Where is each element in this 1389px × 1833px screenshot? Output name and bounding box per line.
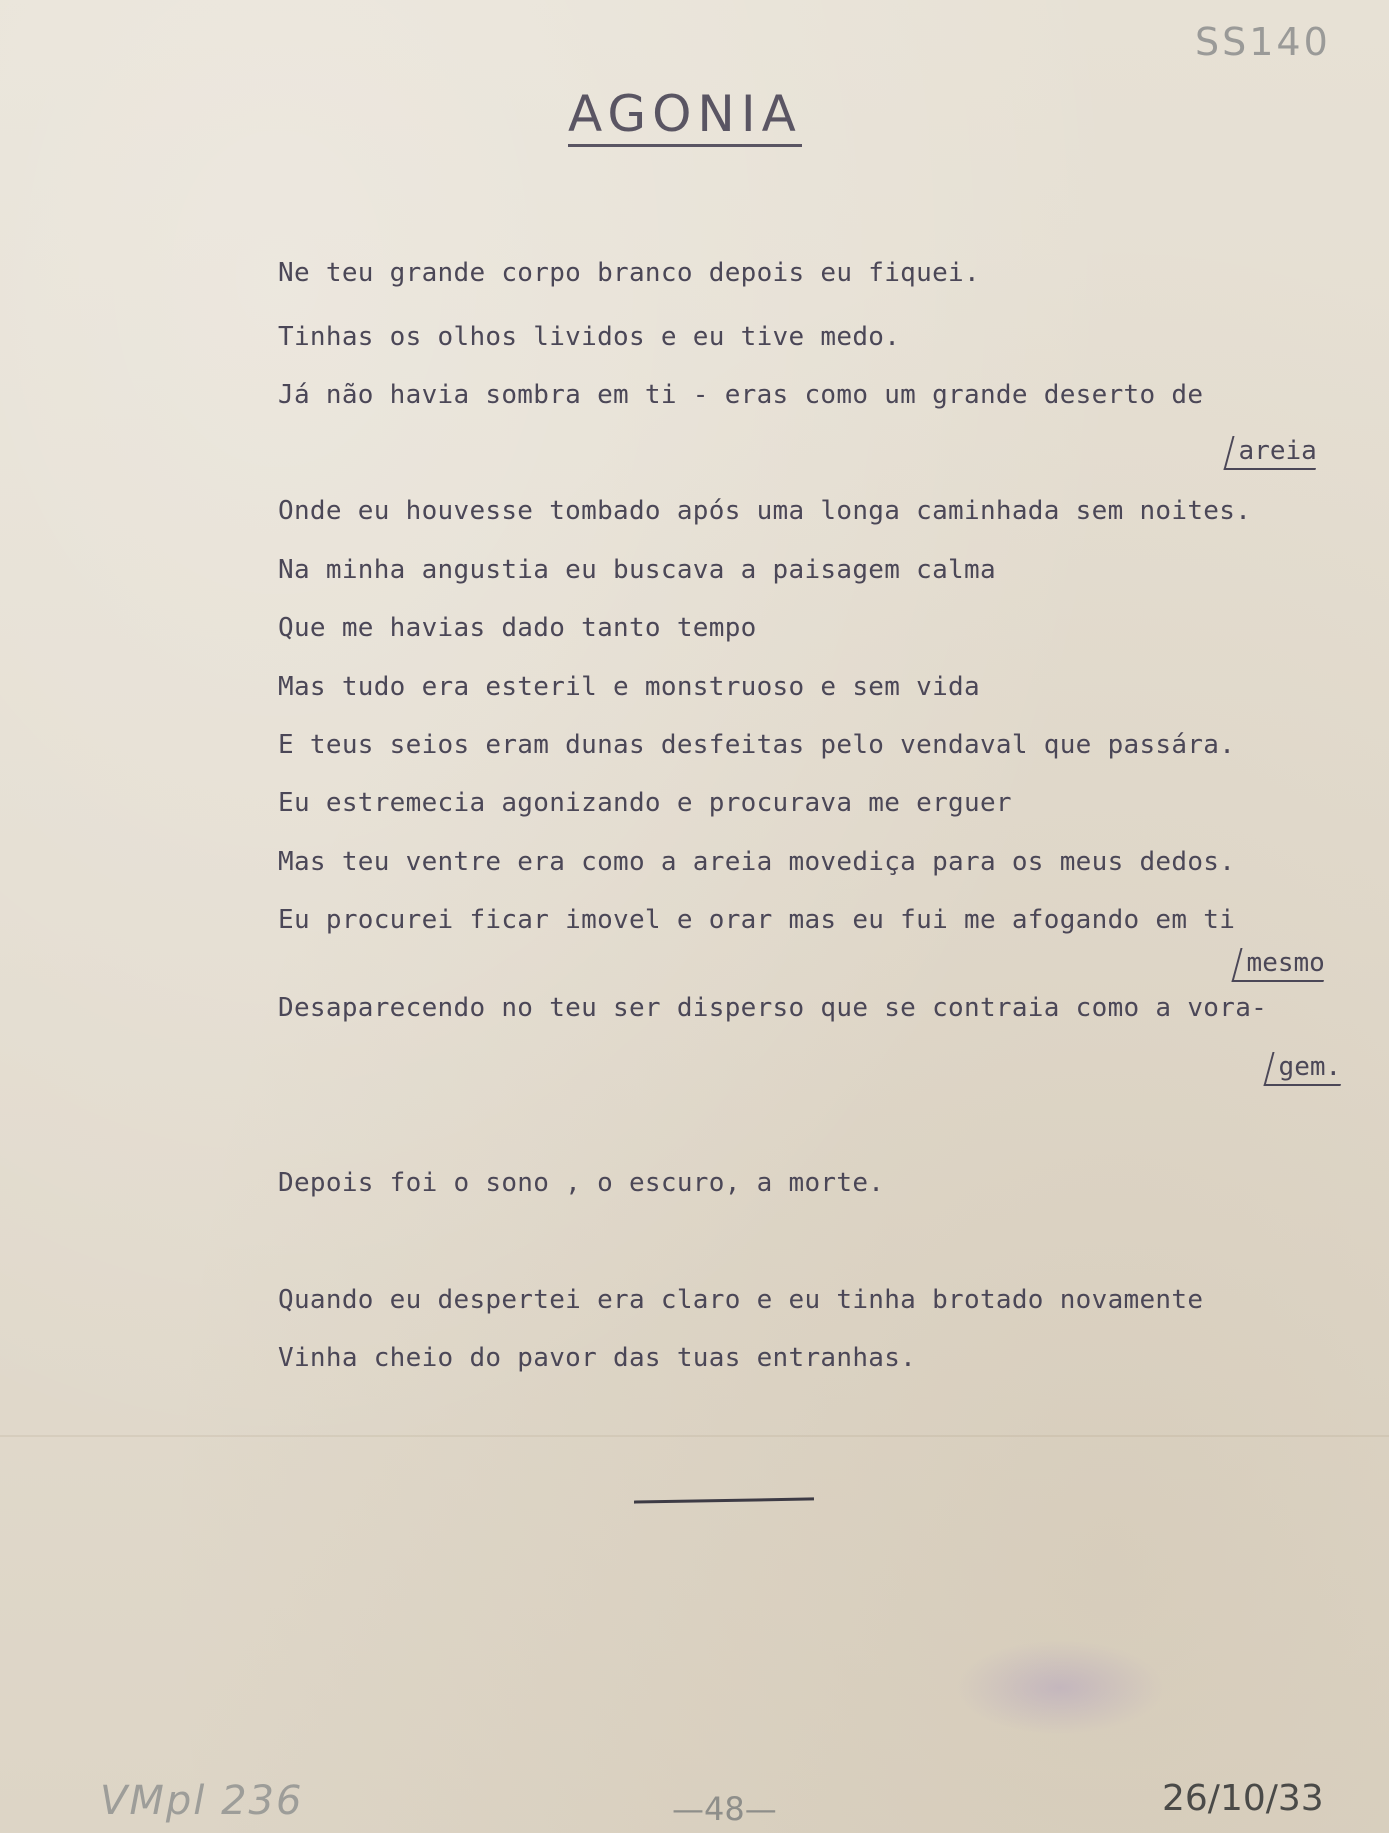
continuation-text: areia — [1238, 436, 1317, 466]
poem-title: AGONIA — [568, 86, 802, 147]
poem-line: Já não havia sombra em ti - eras como um grande deserto de — [278, 380, 1204, 410]
poem-line: Que me havias dado tanto tempo — [278, 613, 757, 643]
handwritten-date: 26/10/33 — [1162, 1778, 1324, 1819]
poem-line: E teus seios eram dunas desfeitas pelo vendaval que passára. — [278, 730, 1236, 760]
continuation-mark — [1236, 948, 1328, 982]
poem-line: Tinhas os olhos lividos e eu tive medo. — [278, 322, 901, 352]
poem-line: Onde eu houvesse tombado após uma longa caminhada sem noites. — [278, 496, 1252, 526]
paper-fold — [0, 1435, 1389, 1437]
continuation-mark — [1228, 436, 1320, 470]
poem-line: Quando eu despertei era claro e eu tinha brotado novamente — [278, 1285, 1204, 1315]
faded-stamp — [955, 1640, 1165, 1735]
end-rule — [634, 1497, 814, 1503]
continuation-text: mesmo — [1246, 948, 1325, 978]
poem-line: Ne teu grande corpo branco depois eu fiquei. — [278, 258, 980, 288]
poem-line: Desaparecendo no teu ser disperso que se contraia como a vora- — [278, 993, 1268, 1023]
poem-line: Depois foi o sono , o escuro, a morte. — [278, 1168, 885, 1198]
archive-code: SS140 — [1195, 20, 1331, 64]
poem-line: Eu procurei ficar imovel e orar mas eu fui me afogando em ti — [278, 905, 1236, 935]
continuation-mark — [1268, 1052, 1345, 1086]
poem-line: Vinha cheio do pavor das tuas entranhas. — [278, 1343, 917, 1373]
continuation-text: gem. — [1278, 1052, 1342, 1082]
poem-line: Na minha angustia eu buscava a paisagem calma — [278, 555, 996, 585]
page-number: —48— — [672, 1790, 777, 1828]
poem-line: Mas teu ventre era como a areia movediça para os meus dedos. — [278, 847, 1236, 877]
poem-line: Eu estremecia agonizando e procurava me erguer — [278, 788, 1012, 818]
archive-reference: VMpl 236 — [100, 1778, 304, 1824]
poem-line: Mas tudo era esteril e monstruoso e sem vida — [278, 672, 980, 702]
